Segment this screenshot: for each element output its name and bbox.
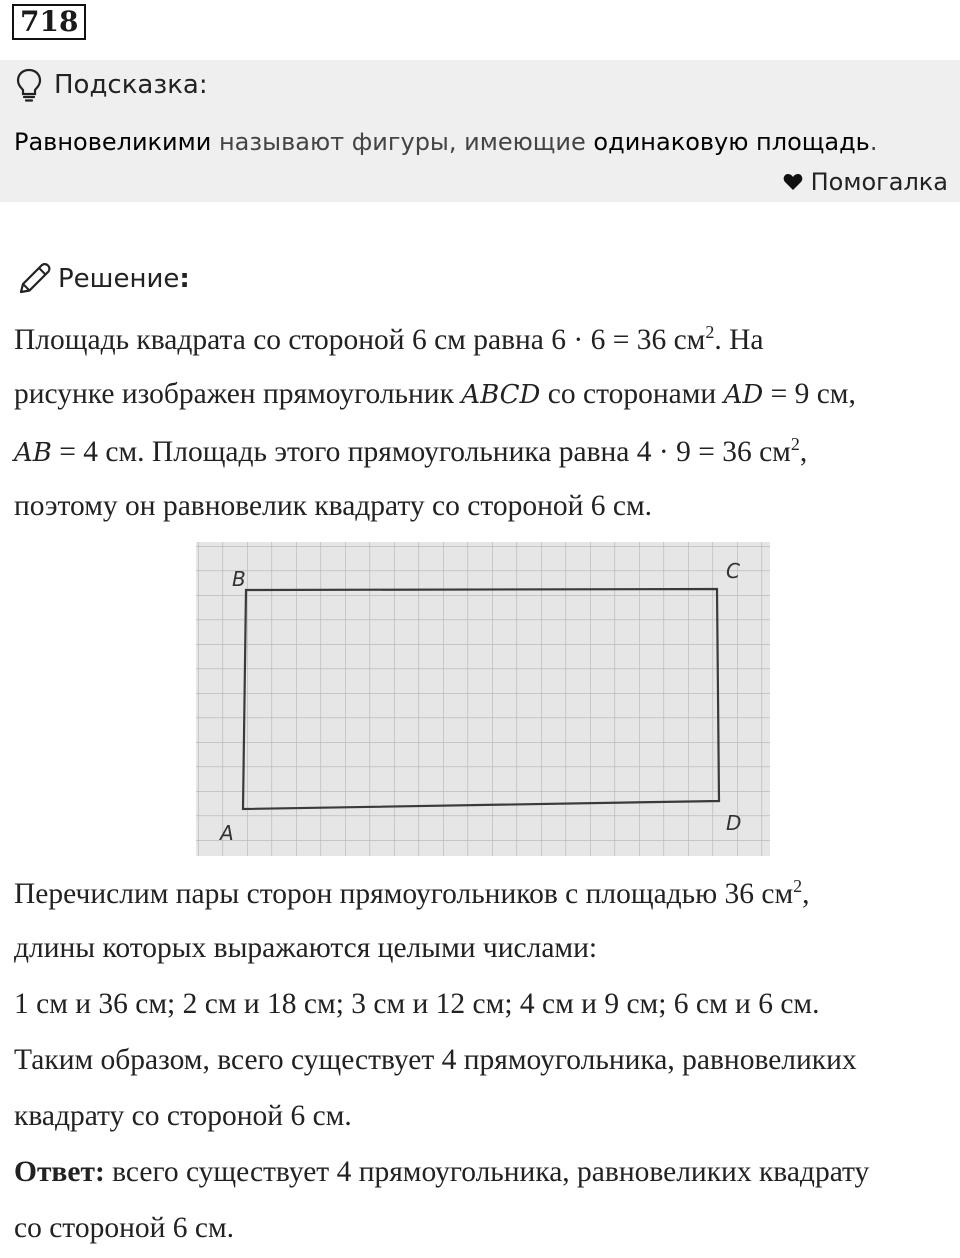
answer-text: всего существует 4 прямоугольника, равновеликих квадрату [104, 1156, 870, 1188]
grid-drawing [196, 542, 770, 856]
vertex-d: D [726, 811, 742, 835]
solution-line-3 [14, 434, 807, 469]
text: , [799, 435, 808, 468]
solution-line-6: длины которых выражаются целыми числами: [14, 932, 598, 964]
text: , [802, 877, 810, 910]
hint-term-2: одинаковую площадь [593, 128, 870, 156]
answer-label: Ответ: [14, 1156, 105, 1188]
solution-line-4: поэтому он равновелик квадрату со стороной 6 см. [14, 490, 653, 522]
superscript: 2 [793, 876, 803, 896]
hint-text-mid: называют фигуры, имеющие [218, 128, 586, 156]
solution-colon: : [179, 264, 190, 294]
superscript: 2 [790, 434, 800, 454]
answer-line [14, 1156, 869, 1189]
text: . На [714, 323, 764, 356]
solution-line-7: 1 см и 36 см; 2 см и 18 см; 3 см и 12 см; 4 см и 9 см; 6 см и 6 см. [14, 988, 820, 1020]
hint-title: Подсказка: [54, 70, 208, 100]
solution-line-9: квадрату со стороной 6 см. [14, 1100, 352, 1132]
vertex-b: B [232, 567, 246, 591]
solution-header [16, 262, 190, 296]
solution-title: Решение [58, 264, 180, 294]
superscript: 2 [705, 322, 715, 342]
solution-line-5 [14, 876, 810, 911]
math-ab: AB [14, 437, 52, 468]
hint-text [14, 128, 877, 156]
heart-icon [783, 173, 803, 191]
text: Площадь квадрата со стороной 6 см равна 6 · 6 = 36 см [14, 323, 706, 356]
math-ad: AD [723, 380, 764, 410]
credit-label: Помогалка [810, 168, 948, 196]
pencil-icon [16, 262, 52, 296]
text: Перечислим пары сторон прямоугольников с площадью 36 см [14, 877, 794, 910]
text: со сторонами [540, 378, 724, 410]
rectangle-figure [196, 542, 770, 856]
task-number: 718 [12, 4, 86, 40]
solution-line-8: Таким образом, всего существует 4 прямоугольника, равновеликих [14, 1044, 857, 1076]
hint-text-end: . [869, 128, 878, 156]
solution-line-2 [14, 378, 856, 411]
vertex-c: C [726, 559, 740, 583]
text: = 4 см. Площадь этого прямоугольника равна 4 · 9 = 36 см [51, 435, 791, 468]
answer-line-2: со стороной 6 см. [14, 1212, 235, 1244]
math-abcd: ABCD [461, 380, 541, 410]
lightbulb-icon [16, 68, 42, 102]
hint-header [16, 68, 208, 102]
text: рисунке изображен прямоугольник [14, 378, 462, 410]
hint-term: Равновеликими [14, 128, 212, 156]
credit [783, 168, 948, 196]
vertex-a: A [220, 821, 234, 845]
solution-line-1 [14, 322, 764, 357]
text: = 9 см, [763, 378, 856, 410]
